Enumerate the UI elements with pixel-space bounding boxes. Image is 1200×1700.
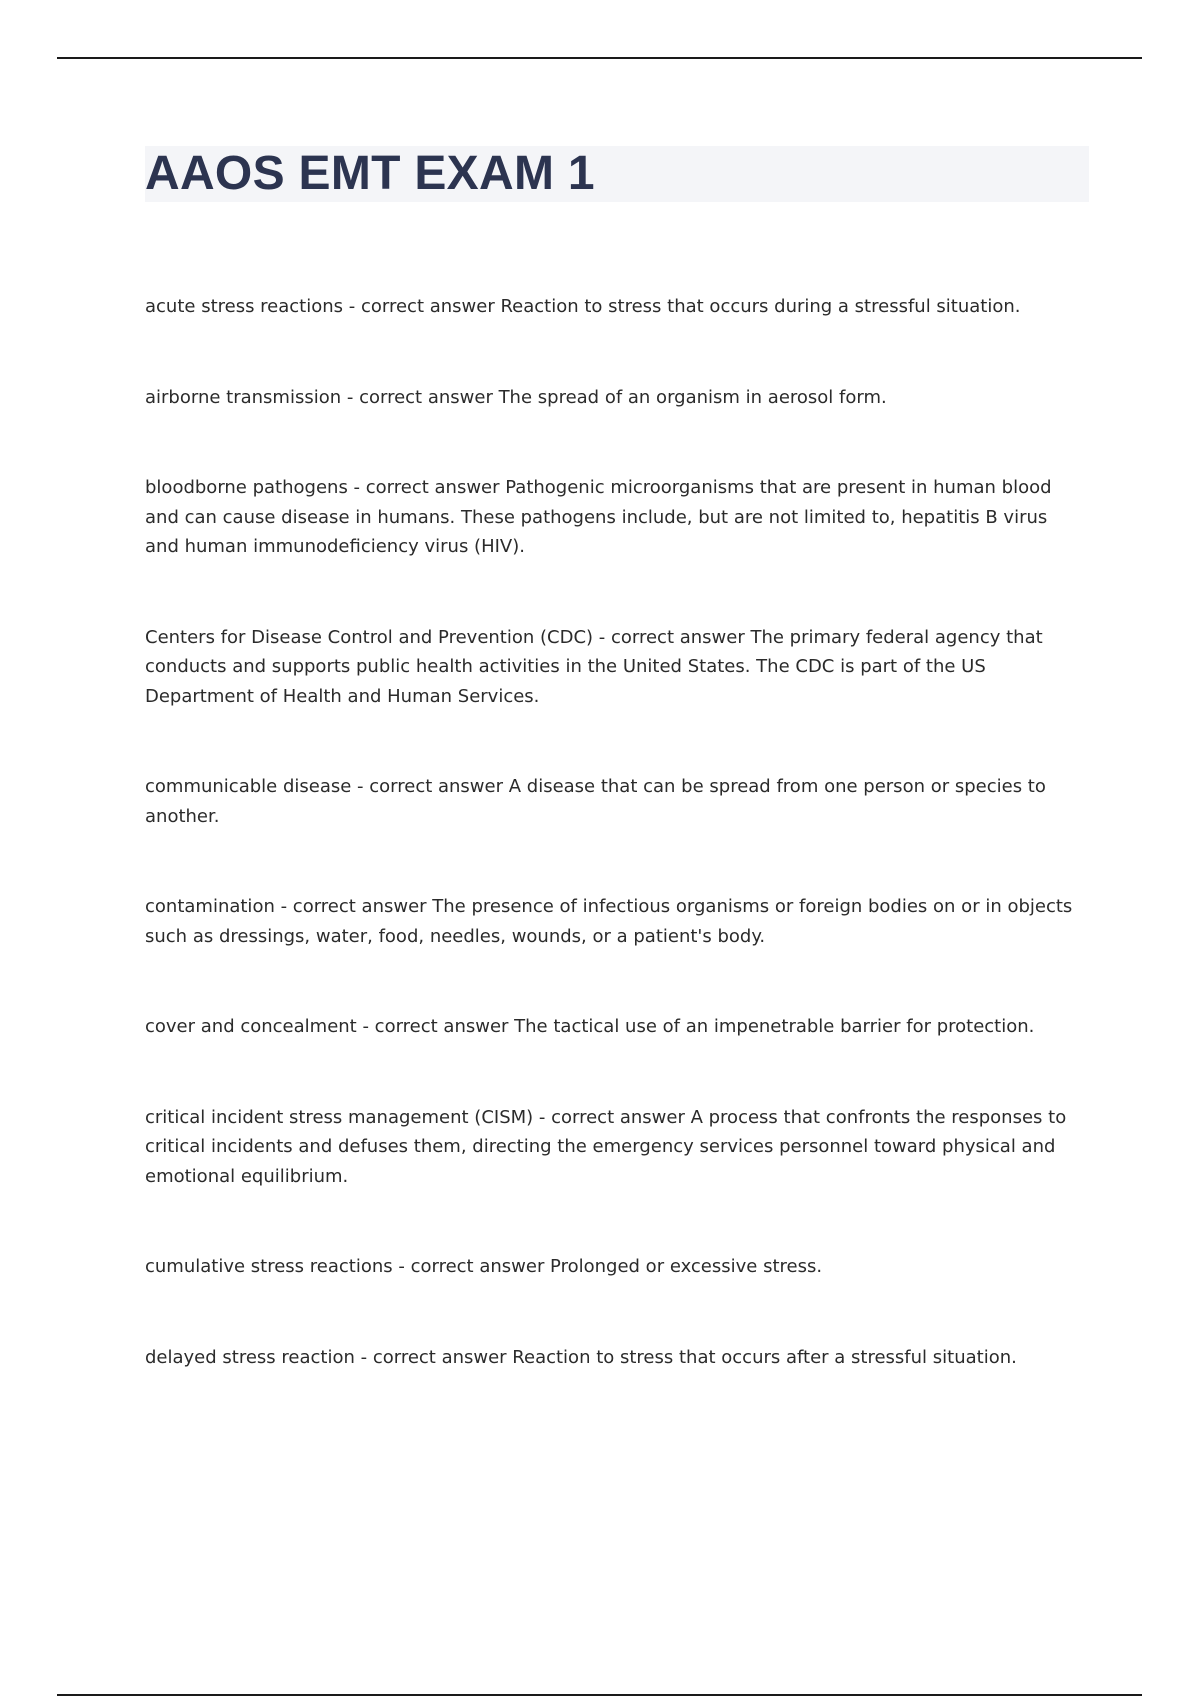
flashcard-entry: airborne transmission - correct answer The spread of an organism in aerosol form. xyxy=(145,386,887,408)
flashcard-entry: communicable disease - correct answer A disease that can be spread from one person or species to another. xyxy=(145,776,1046,827)
flashcard-entry: Centers for Disease Control and Prevention (CDC) - correct answer The primary federal agency that conducts and supports public health activities in the United States. The CDC is part of the US Department of Health and Human Services. xyxy=(145,626,1043,707)
flashcard-entry: cover and concealment - correct answer The tactical use of an impenetrable barrier for protection. xyxy=(145,1016,1035,1037)
flashcard-entry: contamination - correct answer The presence of infectious organisms or foreign bodies on or in objects such as dressings, water, food, needles, wounds, or a patient's body. xyxy=(145,896,1073,947)
bottom-rule xyxy=(57,1694,1142,1696)
flashcard-list xyxy=(145,292,1075,1433)
flashcard-entry: acute stress reactions - correct answer Reaction to stress that occurs during a stressful situation. xyxy=(145,296,1021,317)
flashcard-entry: critical incident stress management (CISM) - correct answer A process that confronts the responses to critical incidents and defuses them, directing the emergency services personnel toward physical and emotional equilibrium. xyxy=(145,1106,1067,1187)
top-rule xyxy=(57,57,1142,59)
flashcard-entry: bloodborne pathogens - correct answer Pathogenic microorganisms that are present in human blood and can cause disease in humans. These pathogens include, but are not limited to, hepatitis B virus and human immunodeficiency virus (HIV). xyxy=(145,477,1052,557)
document-title: AAOS EMT EXAM 1 xyxy=(145,147,595,200)
flashcard-entry: cumulative stress reactions - correct answer Prolonged or excessive stress. xyxy=(145,1256,823,1277)
flashcard-entry: delayed stress reaction - correct answer Reaction to stress that occurs after a stressful situation. xyxy=(145,1346,1017,1368)
